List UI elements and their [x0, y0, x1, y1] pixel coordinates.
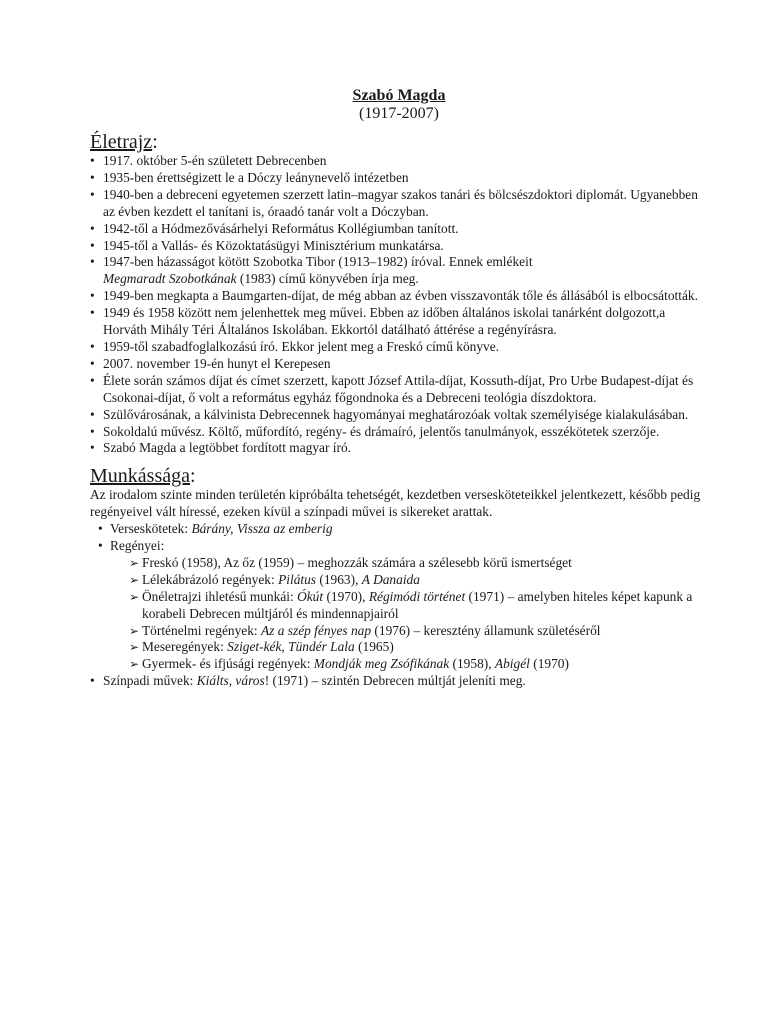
list-item: • 1945-től a Vallás- és Közoktatásügyi Minisztérium munkatársa. — [90, 238, 708, 255]
list-item: • 2007. november 19-én hunyt el Kerepesen — [90, 356, 708, 373]
list-item: • Regényei: ➢ Freskó (1958), Az őz (1959) – meghozzák számára a szélesebb körű ismertséget ➢ Lélekábrázoló regények: Pilátus (1963), A Danaida ➢ Önéletrajzi ihletésű munkái: Ókút (1970), Régimódi történet (1971) – amelyben hiteles képet kapunk a korabeli Debrecen múltjáról és mindennapjairól ➢ Történelmi regények: Az a szép fényes nap (1976) – keresztény államunk születéséről ➢ Meseregények: Sziget-kék, Tündér Lala (1965) ➢ Gyermek- és ifjúsági regények: Mondják meg Zsófikának (1958), Abigél (1970) — [98, 538, 708, 673]
list-item: • Szülővárosának, a kálvinista Debrecennek hagyományai meghatározóak voltak személyisége kialakulásában. — [90, 407, 708, 424]
list-item: • 1959-től szabadfoglalkozású író. Ekkor jelent meg a Freskó című könyve. — [90, 339, 708, 356]
list-item: • 1947-ben házasságot kötött Szobotka Tibor (1913–1982) íróval. Ennek emlékeit Megmaradt Szobotkának (1983) című könyvében írja meg. — [90, 254, 708, 288]
works-intro: Az irodalom szinte minden területén kipróbálta tehetségét, kezdetben versesköteteikkel jelentkezett, később pedig regényeivel vált híressé, ezeken kívül a színpadi művei is sikereket arattak. — [90, 487, 701, 520]
novels-list — [110, 555, 708, 673]
section-heading-munkassag: Munkássága: — [90, 465, 196, 488]
list-item: ➢ Lélekábrázoló regények: Pilátus (1963), A Danaida — [129, 572, 708, 589]
list-item: ➢ Meseregények: Sziget-kék, Tündér Lala (1965) — [129, 639, 708, 656]
list-item: • Élete során számos díjat és címet szerzett, kapott József Attila-díjat, Kossuth-díjat, Pro Urbe Budapest-díjat és Csokonai-díjat, ő volt a református egyház főgondnoka és a Debreceni teológia díszdoktora. — [90, 373, 708, 407]
list-item: • Szabó Magda a legtöbbet fordított magyar író. — [90, 440, 708, 457]
list-item: • Sokoldalú művész. Költő, műfordító, regény- és drámaíró, jelentős tanulmányok, esszékötetek szerzője. — [90, 424, 708, 441]
list-item: • 1949 és 1958 között nem jelenhettek meg művei. Ebben az időben általános iskolai tanárként dolgozott,a Horváth Mihály Téri Általános Iskolában. Ekkortól datálható áttérése a regényírásra. — [90, 305, 708, 339]
stage-works-list — [90, 673, 708, 690]
bio-list — [90, 153, 708, 457]
list-item: ➢ Freskó (1958), Az őz (1959) – meghozzák számára a szélesebb körű ismertséget — [129, 555, 708, 572]
list-item: • 1940-ben a debreceni egyetemen szerzett latin–magyar szakos tanári és bölcsészdoktori diplomát. Ugyanebben az évben kezdett el tanítani is, óraadó tanár volt a Dóczyban. — [90, 187, 708, 221]
list-item: ➢ Önéletrajzi ihletésű munkái: Ókút (1970), Régimódi történet (1971) – amelyben hiteles képet kapunk a korabeli Debrecen múltjáról és mindennapjairól — [129, 589, 708, 623]
list-item: • Színpadi művek: Kiálts, város! (1971) – szintén Debrecen múltját jeleníti meg. — [90, 673, 708, 690]
section-heading-eletrajz: Életrajz: — [90, 131, 158, 153]
works-list — [90, 521, 708, 673]
list-item: • 1942-től a Hódmezővásárhelyi Református Kollégiumban tanított. — [90, 221, 708, 238]
list-item: • 1935-ben érettségizett le a Dóczy leánynevelő intézetben — [90, 170, 708, 187]
list-item: • 1949-ben megkapta a Baumgarten-díjat, de még abban az évben visszavonták tőle és állásából is elbocsátották. — [90, 288, 708, 305]
list-item: ➢ Gyermek- és ifjúsági regények: Mondják meg Zsófikának (1958), Abigél (1970) — [129, 656, 708, 673]
document-years: (1917-2007) — [359, 105, 439, 122]
list-item: • 1917. október 5-én született Debrecenben — [90, 153, 708, 170]
list-item: ➢ Történelmi regények: Az a szép fényes nap (1976) – keresztény államunk születéséről — [129, 623, 708, 640]
document-title: Szabó Magda — [352, 87, 446, 104]
list-item: • Verseskötetek: Bárány, Vissza az emberig — [98, 521, 708, 538]
